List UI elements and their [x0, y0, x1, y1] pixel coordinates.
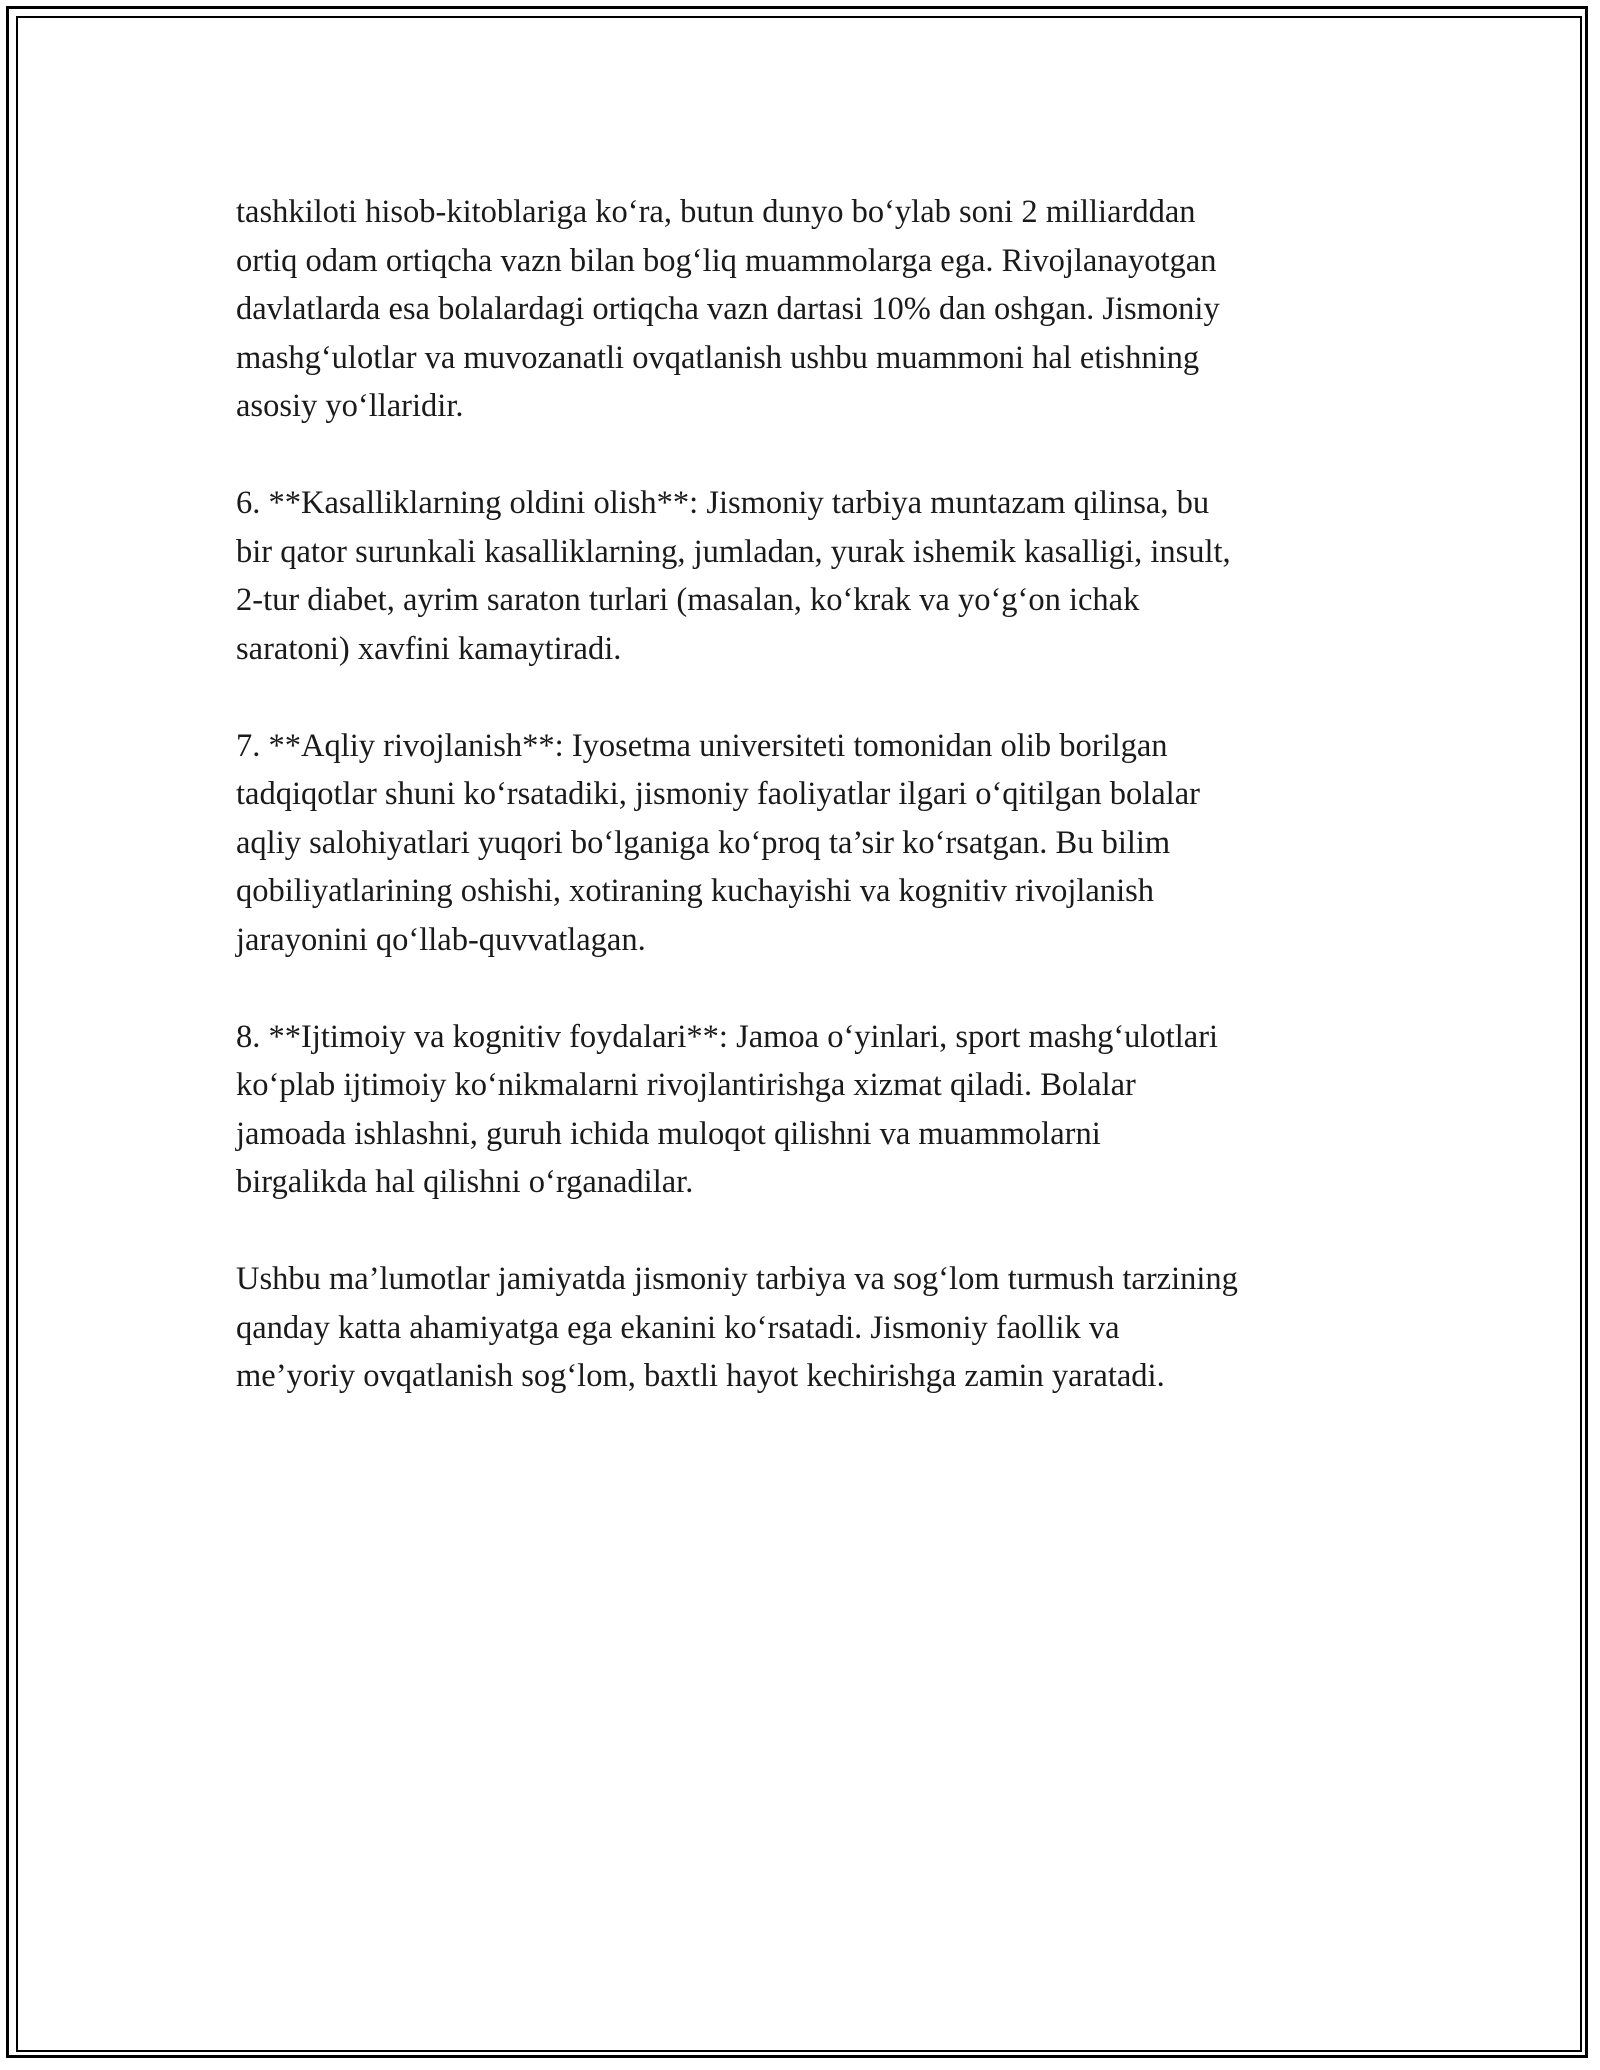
text-line: bir qator surunkali kasalliklarning, jumladan, yurak ishemik kasalligi, insult,: [236, 533, 1231, 570]
paragraph-item-8-social-benefits: [236, 1013, 1386, 1207]
text-line: saratoni) xavfini kamaytiradi.: [236, 630, 622, 667]
text-line: jarayonini qo‘llab-quvvatlagan.: [236, 921, 646, 958]
text-line: 6. **Kasalliklarning oldini olish**: Jismoniy tarbiya muntazam qilinsa, bu: [236, 485, 1210, 521]
paragraph-conclusion: [236, 1255, 1386, 1401]
text-line: ortiq odam ortiqcha vazn bilan bog‘liq muammolarga ega. Rivojlanayotgan: [236, 242, 1217, 279]
paragraph-obesity-intro: [236, 188, 1386, 431]
text-line: qanday katta ahamiyatga ega ekanini ko‘rsatadi. Jismoniy faollik va: [236, 1309, 1120, 1346]
paragraph-item-7-mental-development: [236, 722, 1386, 965]
text-line: mashg‘ulotlar va muvozanatli ovqatlanish ushbu muammoni hal etishning: [236, 339, 1200, 376]
text-line: 8. **Ijtimoiy va kognitiv foydalari**: Jamoa o‘yinlari, sport mashg‘ulotlari: [236, 1018, 1219, 1055]
text-line: tashkiloti hisob-kitoblariga ko‘ra, butun dunyo bo‘ylab soni 2 milliarddan: [236, 194, 1196, 230]
text-line: jamoada ishlashni, guruh ichida muloqot qilishni va muammolarni: [236, 1115, 1101, 1152]
text-line: 2-tur diabet, ayrim saraton turlari (masalan, ko‘krak va yo‘g‘on ichak: [236, 582, 1140, 618]
text-line: 7. **Aqliy rivojlanish**: Iyosetma universiteti tomonidan olib borilgan: [236, 727, 1168, 764]
text-line: asosiy yo‘llaridir.: [236, 388, 464, 424]
text-line: Ushbu ma’lumotlar jamiyatda jismoniy tarbiya va sog‘lom turmush tarzining: [236, 1261, 1238, 1297]
text-line: aqliy salohiyatlari yuqori bo‘lganiga ko‘proq ta’sir ko‘rsatgan. Bu bilim: [236, 824, 1171, 861]
text-line: davlatlarda esa bolalardagi ortiqcha vazn dartasi 10% dan oshgan. Jismoniy: [236, 291, 1220, 327]
text-line: tadqiqotlar shuni ko‘rsatadiki, jismoniy faoliyatlar ilgari o‘qitilgan bolalar: [236, 776, 1200, 812]
text-line: ko‘plab ijtimoiy ko‘nikmalarni rivojlantirishga xizmat qiladi. Bolalar: [236, 1067, 1136, 1103]
text-line: qobiliyatlarining oshishi, xotiraning kuchayishi va kognitiv rivojlanish: [236, 873, 1155, 909]
text-line: birgalikda hal qilishni o‘rganadilar.: [236, 1164, 694, 1200]
paragraph-item-6-disease-prevention: [236, 479, 1386, 673]
document-body: [236, 188, 1386, 1449]
text-line: me’yoriy ovqatlanish sog‘lom, baxtli hayot kechirishga zamin yaratadi.: [236, 1358, 1165, 1394]
